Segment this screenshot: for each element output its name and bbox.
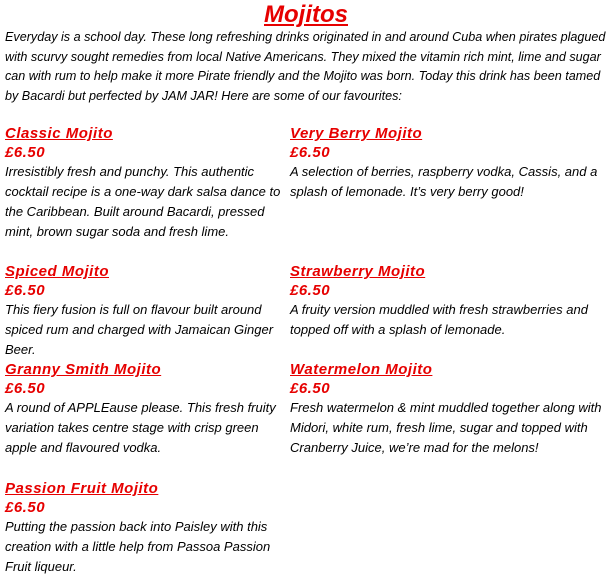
drink-price: £6.50 — [290, 380, 331, 397]
drink-name: Granny Smith Mojito — [5, 361, 162, 378]
drink-name: Spiced Mojito — [5, 263, 109, 280]
drink-name: Very Berry Mojito — [290, 125, 423, 142]
drink-price: £6.50 — [5, 282, 46, 299]
drink-description: A fruity version muddled with fresh strawberries and topped off with a splash of lemonade. — [290, 302, 588, 337]
drink-name: Watermelon Mojito — [290, 361, 433, 378]
drink-name: Strawberry Mojito — [290, 263, 426, 280]
drink-description: A selection of berries, raspberry vodka, Cassis, and a splash of lemonade. It’s very berry good! — [290, 164, 598, 199]
drink-name: Classic Mojito — [5, 125, 113, 142]
drink-price: £6.50 — [5, 380, 46, 397]
drink-description: This fiery fusion is full on flavour built around spiced rum and charged with Jamaican Ginger Beer. — [5, 302, 274, 357]
drink-spiced-mojito — [5, 262, 285, 360]
drink-granny-smith-mojito — [5, 360, 285, 458]
drink-strawberry-mojito — [290, 262, 610, 340]
drink-passion-fruit-mojito — [5, 479, 285, 577]
drink-very-berry-mojito — [290, 124, 610, 202]
drink-price: £6.50 — [290, 144, 331, 161]
drink-name: Passion Fruit Mojito — [5, 480, 159, 497]
page-title: Mojitos — [264, 1, 348, 28]
drink-description: A round of APPLEause please. This fresh fruity variation takes centre stage with crisp green apple and flavoured vodka. — [5, 400, 276, 455]
drink-price: £6.50 — [5, 144, 46, 161]
drink-description: Fresh watermelon & mint muddled together along with Midori, white rum, fresh lime, sugar and topped with Cranberry Juice, we’re mad for the melons! — [290, 400, 602, 455]
drink-price: £6.50 — [5, 499, 46, 516]
drink-classic-mojito — [5, 124, 285, 242]
drink-watermelon-mojito — [290, 360, 610, 458]
drink-description: Irresistibly fresh and punchy. This authentic cocktail recipe is a one-way dark salsa dance to the Caribbean. Built around Bacardi, pressed mint, brown sugar soda and fresh lime. — [5, 164, 281, 239]
drink-description: Putting the passion back into Paisley with this creation with a little help from Passoa Passion Fruit liqueur. — [5, 519, 271, 574]
intro-paragraph: Everyday is a school day. These long refreshing drinks originated in and around Cuba when pirates plagued with scurvy sought remedies from local Native Americans. They mixed the vitamin rich mint, lime and sugar can with rum to help make it more Pirate friendly and the Mojito was born. Today this drink has been tamed by Bacardi but perfected by JAM JAR! Here are some of our favourites: — [5, 30, 606, 103]
drink-price: £6.50 — [290, 282, 331, 299]
